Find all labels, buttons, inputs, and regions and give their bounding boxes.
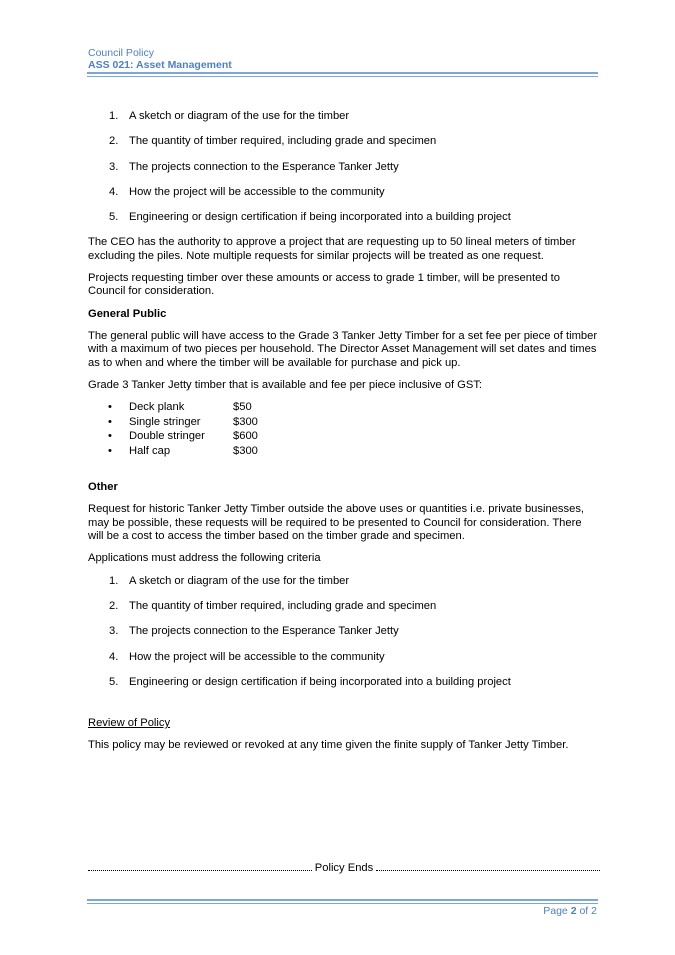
list-number: 4.: [109, 650, 119, 663]
dotted-leader-right: [376, 861, 600, 871]
policy-ends-line: [88, 861, 600, 875]
list-item: [88, 676, 600, 689]
paragraph-review: This policy may be reviewed or revoked at any time given the finite supply of Tanker Jetty Timber.: [88, 739, 569, 752]
list-item: [88, 135, 600, 148]
list-text: How the project will be accessible to the community: [129, 650, 385, 663]
criteria-list-b: [88, 575, 600, 689]
list-text: The projects connection to the Esperance Tanker Jetty: [129, 625, 399, 638]
fee-item-name: Half cap: [129, 444, 171, 457]
of-word: of: [579, 905, 589, 917]
list-text: Engineering or design certification if being incorporated into a building project: [129, 211, 511, 224]
page-header: [88, 47, 598, 71]
footer-rule: [87, 899, 598, 901]
total-pages: 2: [591, 905, 597, 917]
fee-item-name: Deck plank: [129, 401, 185, 414]
list-text: The quantity of timber required, including grade and specimen: [129, 599, 437, 612]
list-number: 2.: [109, 135, 119, 148]
list-item: [88, 625, 600, 638]
page-body: [88, 110, 600, 762]
paragraph-other: Request for historic Tanker Jetty Timber outside the above uses or quantities i.e. private businesses, may be possible, these requests will be required to be presented to Council for consideration. There will be a cost to access the timber based on the timber grade and specimen.: [88, 503, 585, 543]
header-policy-title: ASS 021: Asset Management: [88, 59, 232, 71]
fee-item-price: $300: [233, 415, 258, 428]
list-text: The quantity of timber required, including grade and specimen: [129, 135, 437, 148]
fee-item-name: Double stringer: [129, 430, 205, 443]
header-rule-thin: [87, 76, 598, 77]
list-item: [88, 651, 600, 664]
list-number: 3.: [109, 625, 119, 638]
paragraph-applications: Applications must address the following criteria: [88, 552, 321, 565]
heading-other: Other: [88, 481, 118, 494]
fee-item-price: $300: [233, 444, 258, 457]
list-number: 4.: [109, 185, 119, 198]
fee-item-name: Single stringer: [129, 415, 201, 428]
list-text: A sketch or diagram of the use for the timber: [129, 574, 350, 587]
footer-rule-thin: [87, 903, 598, 904]
bullet-icon: •: [108, 430, 112, 443]
bullet-icon: •: [108, 415, 112, 428]
list-number: 5.: [109, 211, 119, 224]
header-policy-type: Council Policy: [88, 47, 154, 59]
page-word: Page: [543, 905, 568, 917]
page-number: [543, 905, 597, 917]
list-item: [88, 575, 600, 588]
list-item: [88, 600, 600, 613]
fee-item: [88, 430, 600, 445]
fee-list: [88, 401, 600, 459]
paragraph-general-public: The general public will have access to the Grade 3 Tanker Jetty Timber for a set fee per piece of timber with a maximum of two pieces per household. The Director Asset Management will set dates and times as to when and where the timber will be available for purchase and pick up.: [88, 329, 598, 369]
heading-general-public: General Public: [88, 307, 167, 320]
list-number: 3.: [109, 160, 119, 173]
bullet-icon: •: [108, 444, 112, 457]
list-item: [88, 110, 600, 123]
list-item: [88, 211, 600, 224]
policy-ends-label: Policy Ends: [314, 862, 374, 874]
list-text: How the project will be accessible to the community: [129, 185, 385, 198]
list-item: [88, 186, 600, 199]
list-text: Engineering or design certification if being incorporated into a building project: [129, 675, 511, 688]
fee-item-price: $600: [233, 430, 258, 443]
fee-item: [88, 445, 600, 460]
list-text: A sketch or diagram of the use for the timber: [129, 110, 350, 122]
heading-review-of-policy: Review of Policy: [88, 717, 171, 730]
list-number: 1.: [109, 574, 119, 587]
list-number: 1.: [109, 110, 119, 122]
fee-item: [88, 401, 600, 416]
paragraph-grade3: Grade 3 Tanker Jetty timber that is available and fee per piece inclusive of GST:: [88, 378, 483, 391]
paragraph-projects-over: Projects requesting timber over these amounts or access to grade 1 timber, will be presented to Council for consideration.: [88, 272, 560, 298]
list-text: The projects connection to the Esperance Tanker Jetty: [129, 160, 399, 173]
list-number: 2.: [109, 599, 119, 612]
list-item: [88, 161, 600, 174]
list-number: 5.: [109, 675, 119, 688]
paragraph-ceo-authority: The CEO has the authority to approve a project that are requesting up to 50 lineal meters of timber excluding the piles. Note multiple requests for similar projects will be treated as one request.: [88, 236, 576, 262]
dotted-leader-left: [88, 861, 312, 871]
header-rule: [87, 72, 598, 74]
fee-item-price: $50: [233, 401, 252, 414]
bullet-icon: •: [108, 401, 112, 414]
criteria-list-a: [88, 110, 600, 224]
fee-item: [88, 416, 600, 431]
current-page: 2: [570, 905, 577, 917]
